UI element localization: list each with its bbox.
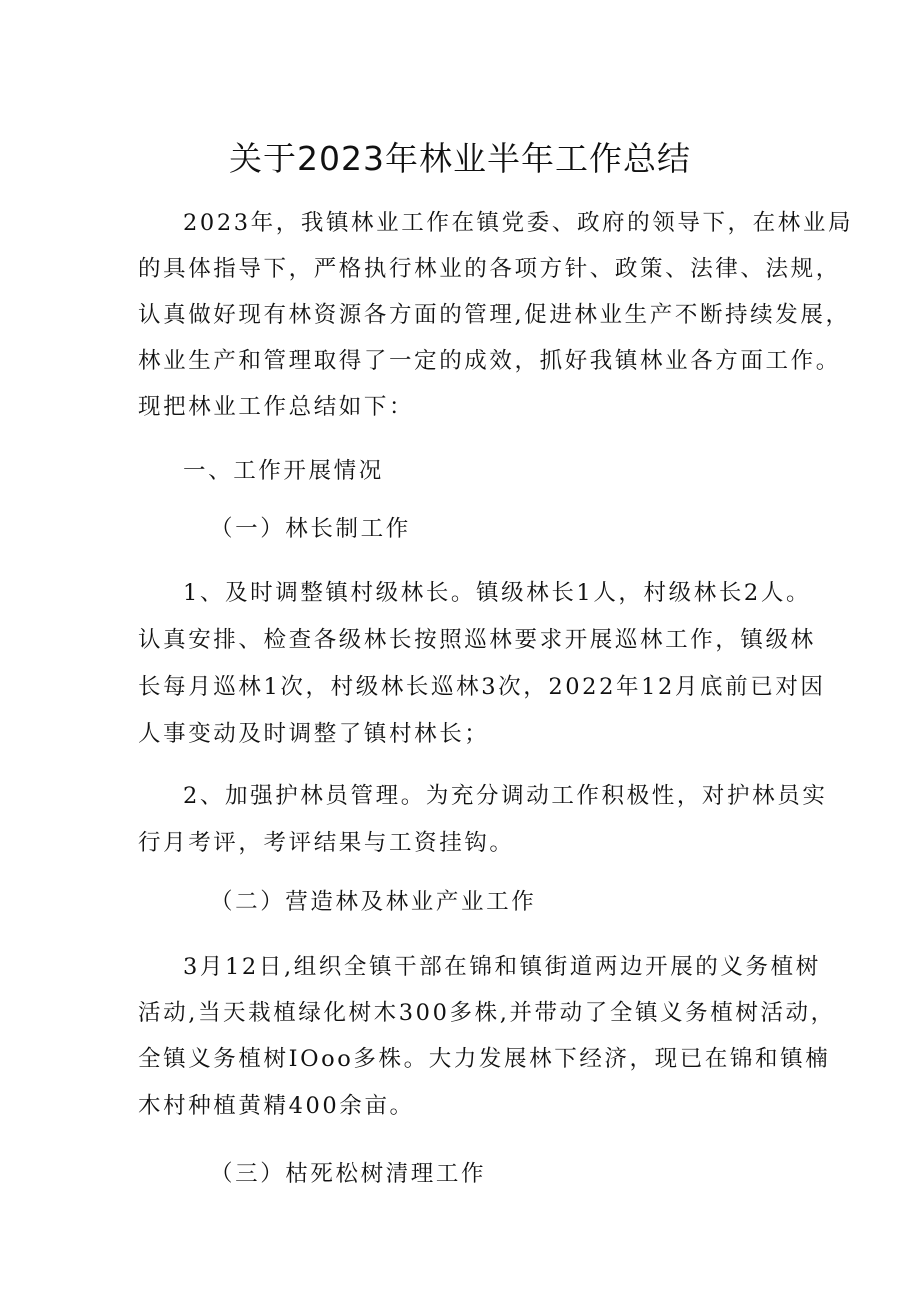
item1-line-4: 人事变动及时调整了镇村林长； [138,721,490,747]
item1-line-2: 认真安排、检查各级林长按照巡林要求开展巡林工作，镇级林 [138,627,816,653]
section-heading-1: 一、工作开展情况 [183,458,384,484]
item1-line-3: 长每月巡林1次，村级林长巡林3次，2022年12月底前已对因 [138,674,826,700]
subsection-heading-3: （三）枯死松树清理工作 [210,1161,487,1187]
sub2-line-2: 活动,当天栽植绿化树木300多株,并带动了全镇义务植树活动， [138,1000,836,1026]
document-title: 关于2023年林业半年工作总结 [229,139,691,178]
sub2-line-3: 全镇义务植树IOoo多株。大力发展林下经济，现已在锦和镇楠 [138,1046,831,1072]
intro-line-5: 现把林业工作总结如下： [138,394,415,420]
sub2-line-4: 木村种植黄精400余亩。 [138,1093,415,1119]
intro-line-4: 林业生产和管理取得了一定的成效，抓好我镇林业各方面工作。 [138,348,841,374]
sub2-line-1: 3月12日,组织全镇干部在锦和镇街道两边开展的义务植树 [183,954,821,980]
subsection-heading-2: （二）营造林及林业产业工作 [210,889,537,915]
intro-line-2: 的具体指导下，严格执行林业的各项方针、政策、法律、法规， [138,256,841,282]
subsection-heading-1: （一）林长制工作 [210,516,411,542]
item2-line-2: 行月考评，考评结果与工资挂钩。 [138,830,515,856]
intro-line-3: 认真做好现有林资源各方面的管理,促进林业生产不断持续发展， [138,302,851,328]
intro-line-1: 2023年，我镇林业工作在镇党委、政府的领导下，在林业局 [183,210,854,236]
item2-line-1: 2、加强护林员管理。为充分调动工作积极性，对护林员实 [183,783,828,809]
item1-line-1: 1、及时调整镇村级林长。镇级林长1人，村级林长2人。 [183,580,812,606]
